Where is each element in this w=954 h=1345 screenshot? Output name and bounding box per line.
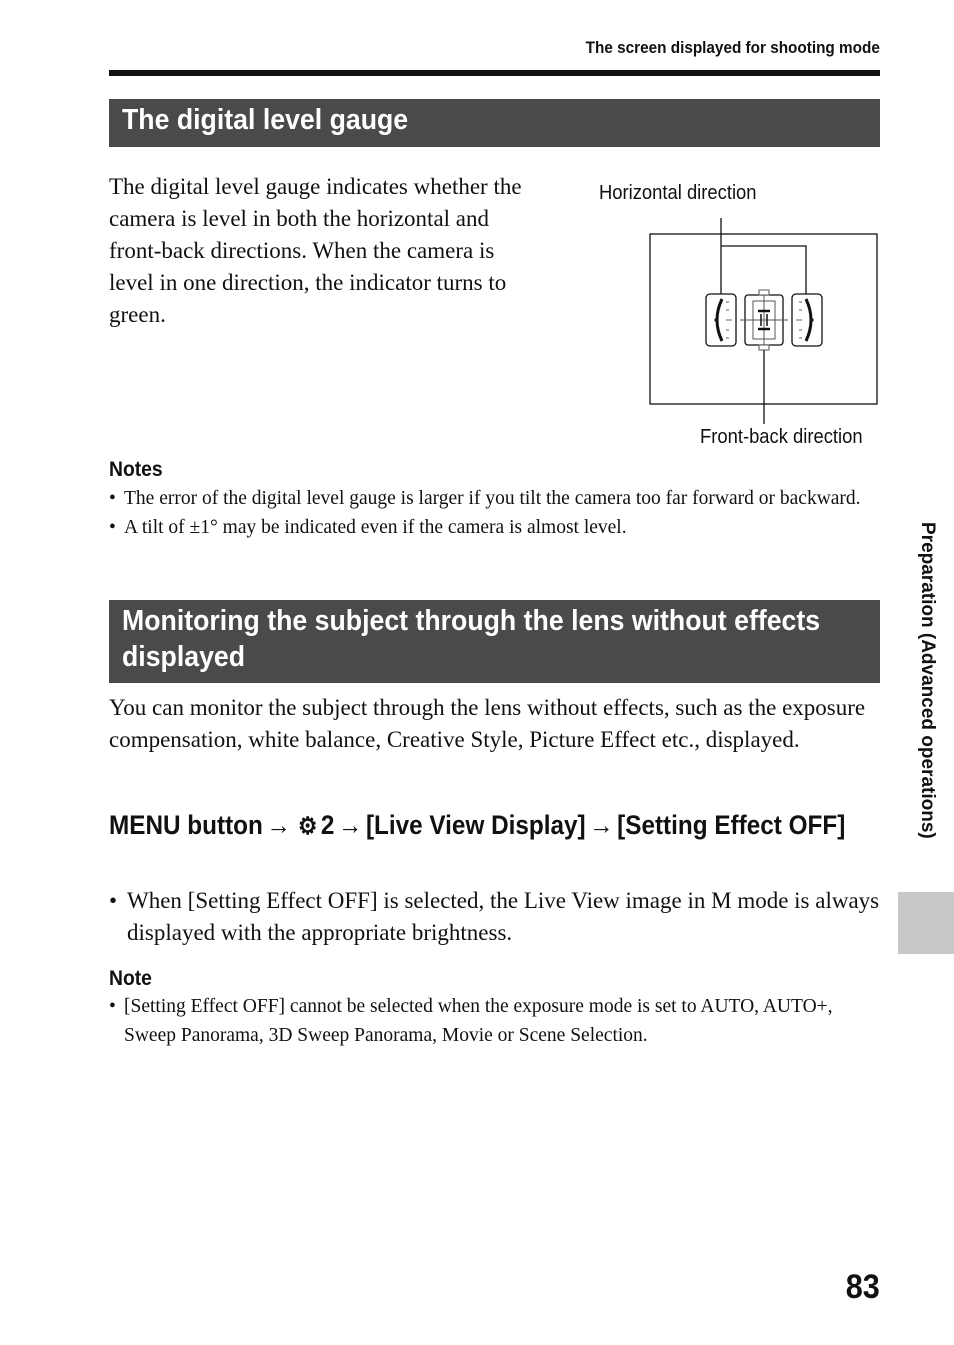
- level-gauge-diagram: [600, 210, 882, 428]
- note-heading: Note: [109, 967, 152, 990]
- running-header: The screen displayed for shooting mode: [585, 38, 880, 57]
- menu-path: [109, 808, 874, 844]
- arrow-icon: →: [338, 810, 363, 840]
- right-horizontal-indicator: [792, 294, 822, 346]
- note-item: • A tilt of ±1° may be indicated even if the camera is almost level.: [109, 513, 880, 542]
- note-item: • The error of the digital level gauge is larger if you tilt the camera too far forward or backward.: [109, 484, 880, 513]
- intro-paragraph: The digital level gauge indicates whether the camera is level in both the horizontal and front-back directions. When the camera is level in one direction, the indicator turns to green.: [109, 174, 522, 327]
- section-title-digital-level-gauge: [109, 99, 880, 147]
- section-title-text: Monitoring the subject through the lens without effects displayed: [122, 605, 821, 673]
- menu-tab-number: 2: [320, 810, 335, 840]
- menu-item-setting-effect-off: [Setting Effect OFF]: [617, 810, 846, 840]
- section-title-monitoring: [109, 600, 880, 683]
- callout-horizontal: [721, 218, 806, 295]
- note-item: • [Setting Effect OFF] cannot be selected when the exposure mode is set to AUTO, AUTO+, Sweep Panorama, 3D Sweep Panorama, Movie or Scene Selection.: [109, 992, 880, 1050]
- center-frontback-indicator: [740, 290, 788, 350]
- section-title-text: The digital level gauge: [122, 104, 409, 136]
- diagram-label-frontback: Front-back direction: [700, 426, 863, 448]
- side-tab-marker: [898, 892, 954, 954]
- bullet-list: [109, 885, 880, 949]
- page-number: 83: [845, 1268, 880, 1306]
- bullet-item: • When [Setting Effect OFF] is selected, the Live View image in M mode is always displayed with the appropriate brightness.: [109, 885, 880, 949]
- arrow-icon: →: [266, 810, 291, 840]
- monitoring-paragraph: You can monitor the subject through the lens without effects, such as the exposure compensation, white balance, Creative Style, Picture Effect etc., displayed.: [109, 695, 866, 752]
- diagram-label-horizontal: Horizontal direction: [599, 182, 757, 204]
- menu-button-text: MENU button: [109, 810, 263, 840]
- menu-item-live-view-display: [Live View Display]: [365, 810, 586, 840]
- arrow-icon: →: [589, 810, 614, 840]
- left-horizontal-indicator: [706, 294, 736, 346]
- header-rule: [109, 70, 880, 76]
- side-tab-chapter: Preparation (Advanced operations): [917, 522, 938, 839]
- gear-icon: ⚙: [297, 813, 318, 840]
- notes-heading: Notes: [109, 458, 163, 481]
- notes-list: [109, 484, 880, 542]
- note-list: [109, 992, 880, 1050]
